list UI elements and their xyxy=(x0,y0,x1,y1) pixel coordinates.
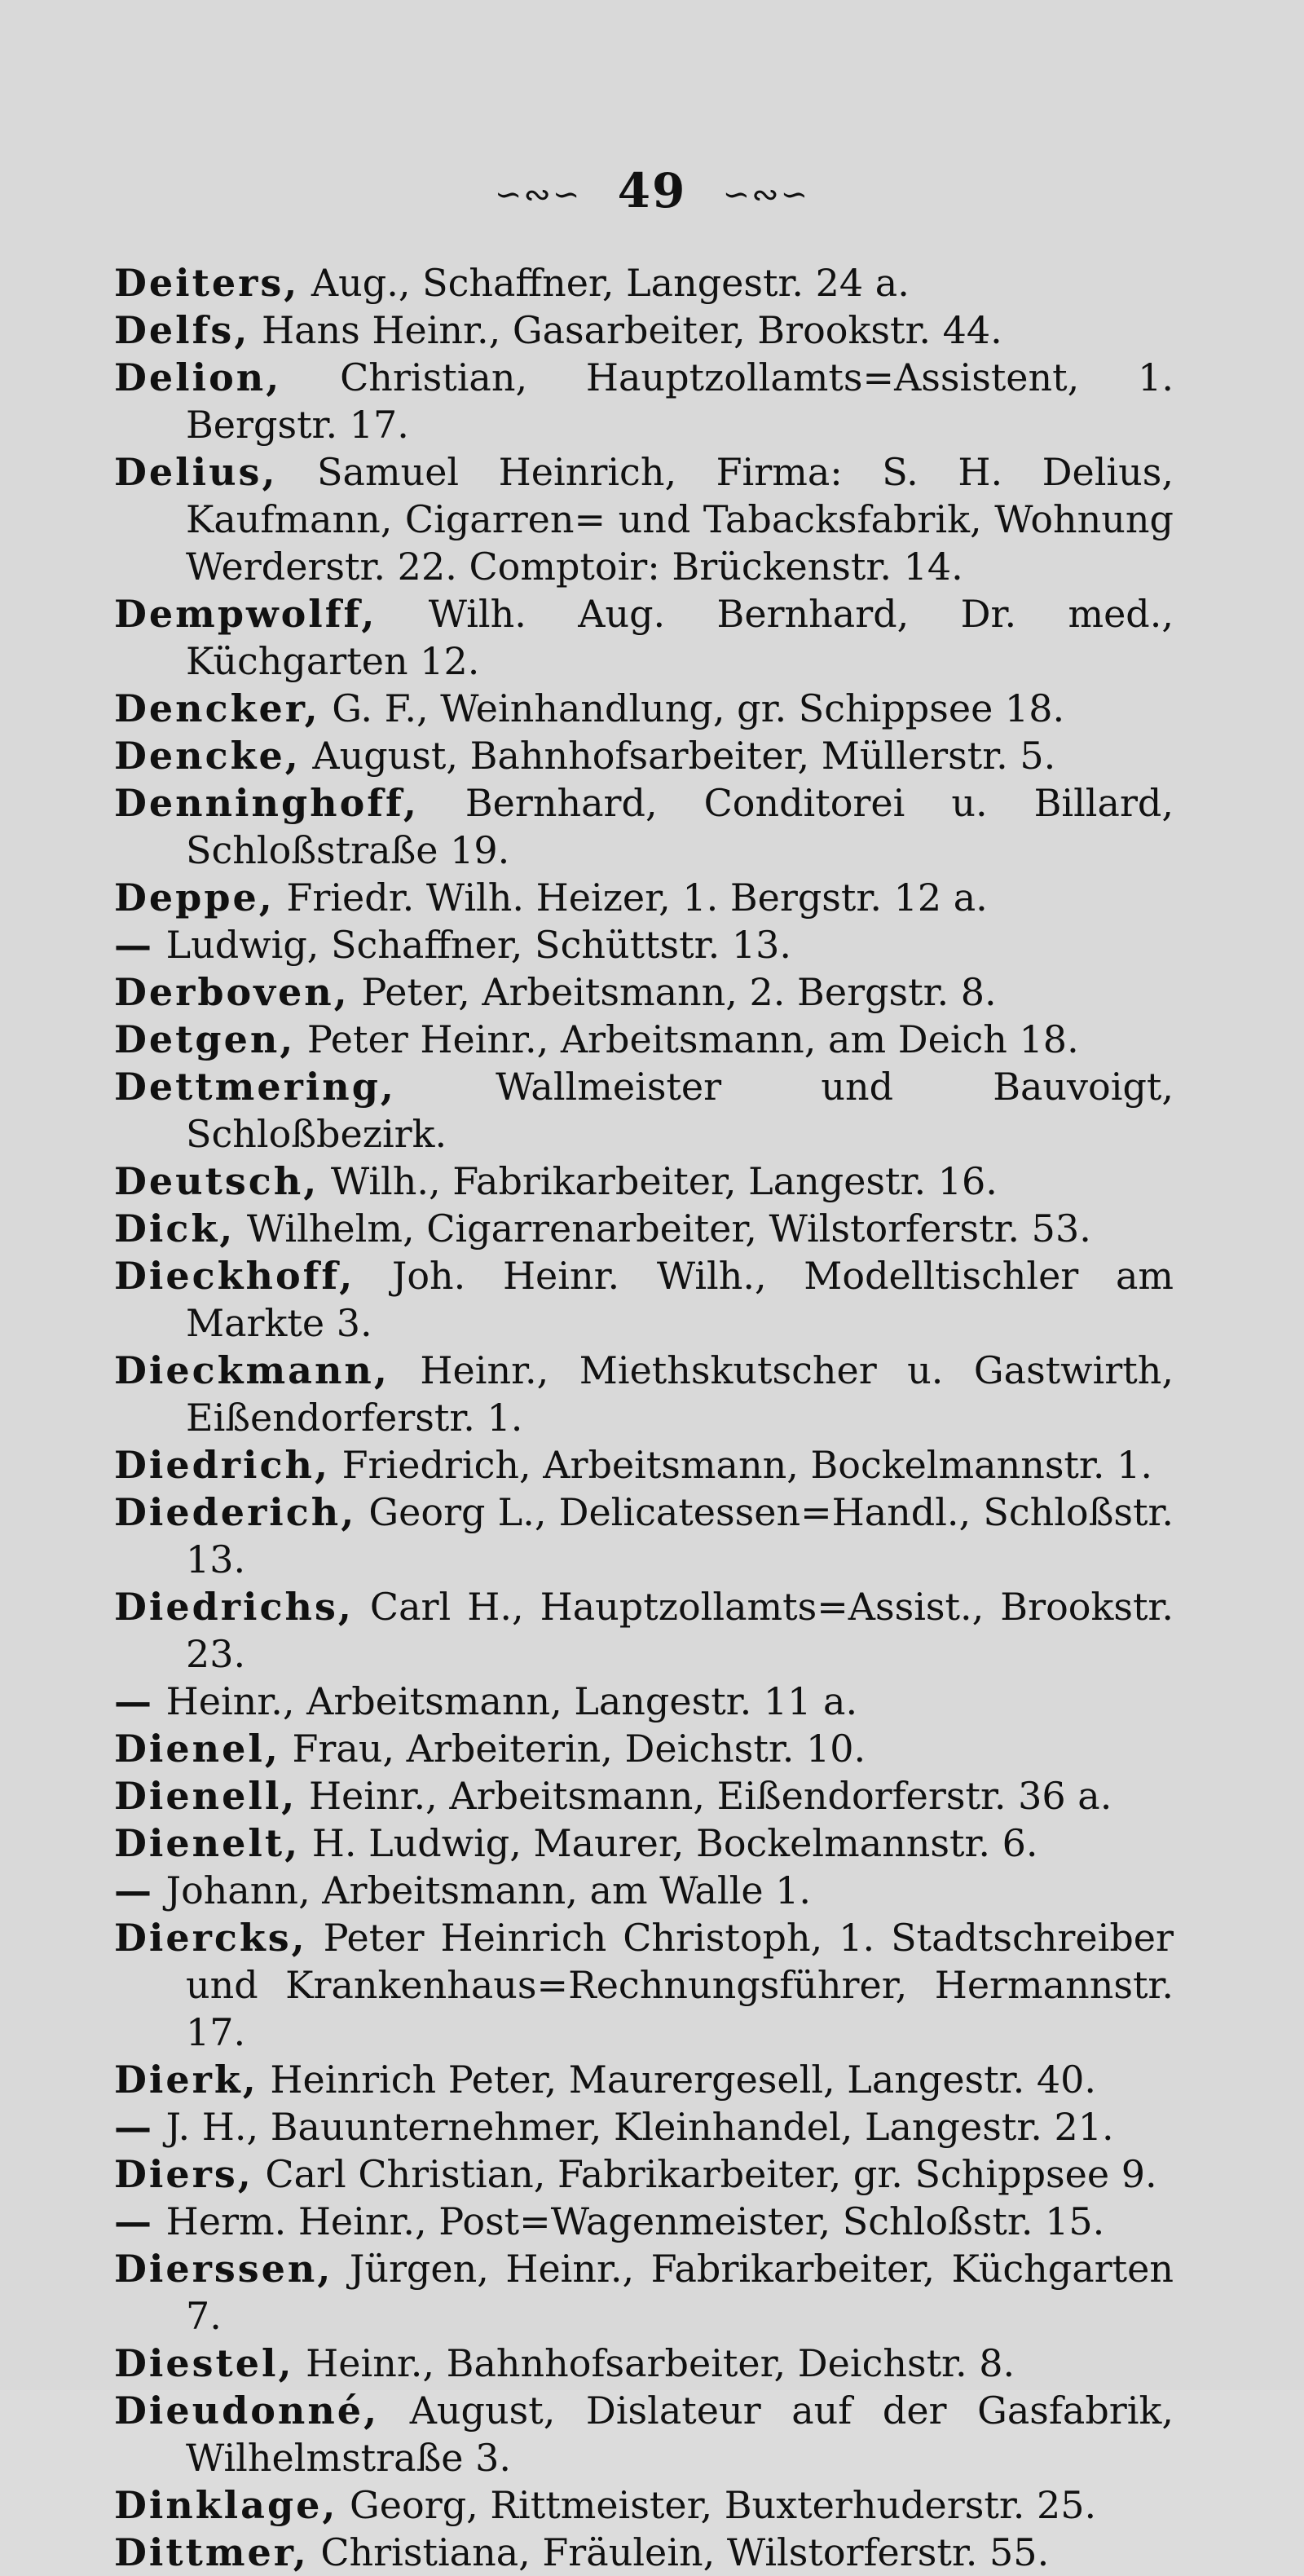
entry-name: Dettmering, xyxy=(114,1065,396,1109)
entry-details: Peter Heinrich Christoph, 1. Stadtschreiber und Krankenhaus=Rechnungsführer, Hermannstr. 17. xyxy=(186,1916,1174,2054)
directory-entry xyxy=(114,2529,1174,2576)
directory-entry xyxy=(114,779,1174,874)
entry-name: Dienel, xyxy=(114,1727,280,1771)
entry-name: Diers, xyxy=(114,2152,253,2196)
directory-entry xyxy=(114,1158,1174,1205)
entry-name: Denninghoff, xyxy=(114,781,419,825)
entry-details: Carl H., Hauptzollamts=Assist., Brookstr. 23. xyxy=(186,1585,1174,1676)
entry-name: — xyxy=(114,2199,154,2243)
directory-entry xyxy=(114,921,1174,968)
entry-details: Heinr., Bahnhofsarbeiter, Deichstr. 8. xyxy=(306,2341,1015,2385)
directory-entry xyxy=(114,2056,1174,2103)
directory-entry xyxy=(114,732,1174,779)
directory-entry xyxy=(114,1678,1174,1725)
page-header xyxy=(0,163,1304,218)
directory-entry xyxy=(114,2103,1174,2150)
directory-entry xyxy=(114,2198,1174,2245)
directory-entry xyxy=(114,590,1174,685)
directory-entry xyxy=(114,1252,1174,1347)
entry-details: Friedrich, Arbeitsmann, Bockelmannstr. 1. xyxy=(341,1443,1152,1487)
directory-entry xyxy=(114,1016,1174,1063)
directory-entry xyxy=(114,2150,1174,2198)
directory-entry xyxy=(114,1205,1174,1252)
entry-name: — xyxy=(114,1868,154,1912)
entry-details: Georg L., Delicatessen=Handl., Schloßstr. 13. xyxy=(186,1490,1174,1581)
entry-name: Dienell, xyxy=(114,1774,297,1818)
entry-details: Johann, Arbeitsmann, am Walle 1. xyxy=(165,1868,812,1912)
entry-name: Delfs, xyxy=(114,308,250,352)
entry-details: Herm. Heinr., Post=Wagenmeister, Schloßstr. 15. xyxy=(165,2199,1105,2243)
ornament-right: ∽∾∽ xyxy=(722,176,810,214)
directory-entry xyxy=(114,1583,1174,1678)
entry-details: Christiana, Fräulein, Wilstorferstr. 55. xyxy=(320,2530,1050,2574)
entry-details: Georg, Rittmeister, Buxterhuderstr. 25. xyxy=(350,2483,1097,2527)
directory-entry xyxy=(114,307,1174,354)
directory-entry xyxy=(114,2340,1174,2387)
entry-name: Delius, xyxy=(114,450,278,494)
directory-entry xyxy=(114,1820,1174,1867)
directory-entry xyxy=(114,259,1174,307)
directory-entries xyxy=(114,259,1174,2576)
entry-details: Peter, Arbeitsmann, 2. Bergstr. 8. xyxy=(361,970,997,1014)
entry-details: Heinr., Arbeitsmann, Eißendorferstr. 36 a. xyxy=(308,1774,1112,1818)
directory-entry xyxy=(114,1063,1174,1158)
directory-entry xyxy=(114,2245,1174,2340)
directory-entry xyxy=(114,1347,1174,1441)
entry-details: Heinr., Arbeitsmann, Langestr. 11 a. xyxy=(165,1679,858,1723)
entry-details: Samuel Heinrich, Firma: S. H. Delius, Kaufmann, Cigarren= und Tabacksfabrik, Wohnung Werderstr. 22. Comptoir: Brückenstr. 14. xyxy=(186,450,1174,589)
directory-entry xyxy=(114,685,1174,732)
entry-name: — xyxy=(114,2105,154,2149)
entry-name: Dittmer, xyxy=(114,2530,309,2574)
entry-name: Diederich, xyxy=(114,1490,357,1534)
entry-name: Dieckhoff, xyxy=(114,1254,355,1298)
entry-details: Heinrich Peter, Maurergesell, Langestr. 40. xyxy=(270,2058,1096,2102)
entry-name: Dencke, xyxy=(114,734,301,778)
entry-name: Derboven, xyxy=(114,970,350,1014)
entry-details: Jürgen, Heinr., Fabrikarbeiter, Küchgarten 7. xyxy=(186,2247,1174,2338)
directory-entry xyxy=(114,874,1174,921)
entry-name: Dinklage, xyxy=(114,2483,338,2527)
directory-entry xyxy=(114,1725,1174,1772)
entry-details: August, Dislateur auf der Gasfabrik, Wilhelmstraße 3. xyxy=(186,2389,1174,2480)
entry-details: Frau, Arbeiterin, Deichstr. 10. xyxy=(292,1727,866,1771)
entry-details: G. F., Weinhandlung, gr. Schippsee 18. xyxy=(332,686,1065,730)
entry-name: Dencker, xyxy=(114,686,320,730)
entry-name: — xyxy=(114,923,154,967)
entry-details: August, Bahnhofsarbeiter, Müllerstr. 5. xyxy=(312,734,1056,778)
entry-details: Ludwig, Schaffner, Schüttstr. 13. xyxy=(165,923,791,967)
entry-details: Joh. Heinr. Wilh., Modelltischler am Markte 3. xyxy=(186,1254,1174,1345)
directory-entry xyxy=(114,968,1174,1016)
entry-name: Diercks, xyxy=(114,1916,307,1960)
entry-name: Dempwolff, xyxy=(114,592,377,636)
directory-entry xyxy=(114,354,1174,448)
directory-entry xyxy=(114,2481,1174,2529)
directory-entry xyxy=(114,1867,1174,1914)
entry-name: Deiters, xyxy=(114,261,300,305)
entry-details: Peter Heinr., Arbeitsmann, am Deich 18. xyxy=(306,1017,1079,1061)
entry-name: Dierssen, xyxy=(114,2247,333,2291)
entry-name: Diedrich, xyxy=(114,1443,330,1487)
entry-details: Christian, Hauptzollamts=Assistent, 1. Bergstr. 17. xyxy=(186,355,1174,447)
entry-details: Wilh. Aug. Bernhard, Dr. med., Küchgarten 12. xyxy=(186,592,1174,683)
entry-name: Deppe, xyxy=(114,876,275,920)
entry-name: Dienelt, xyxy=(114,1821,301,1865)
entry-name: Diedrichs, xyxy=(114,1585,354,1629)
entry-details: Friedr. Wilh. Heizer, 1. Bergstr. 12 a. xyxy=(286,876,988,920)
entry-details: H. Ludwig, Maurer, Bockelmannstr. 6. xyxy=(311,1821,1038,1865)
directory-entry xyxy=(114,1914,1174,2056)
entry-name: Dierk, xyxy=(114,2058,258,2102)
entry-name: Deutsch, xyxy=(114,1159,319,1203)
entry-name: Dieudonné, xyxy=(114,2389,380,2433)
entry-name: Dick, xyxy=(114,1206,236,1251)
directory-entry xyxy=(114,1489,1174,1583)
page-number: 49 xyxy=(617,163,687,218)
entry-details: Carl Christian, Fabrikarbeiter, gr. Schippsee 9. xyxy=(265,2152,1157,2196)
entry-details: Wilhelm, Cigarrenarbeiter, Wilstorferstr. 53. xyxy=(246,1206,1091,1251)
entry-name: Diestel, xyxy=(114,2341,294,2385)
entry-details: Heinr., Miethskutscher u. Gastwirth, Eißendorferstr. 1. xyxy=(186,1348,1174,1440)
entry-details: J. H., Bauunternehmer, Kleinhandel, Langestr. 21. xyxy=(165,2105,1114,2149)
entry-name: Dieckmann, xyxy=(114,1348,390,1392)
directory-entry xyxy=(114,1772,1174,1820)
directory-entry xyxy=(114,1441,1174,1489)
entry-details: Aug., Schaffner, Langestr. 24 a. xyxy=(311,261,910,305)
directory-entry xyxy=(114,448,1174,590)
entry-details: Hans Heinr., Gasarbeiter, Brookstr. 44. xyxy=(261,308,1002,352)
entry-details: Wilh., Fabrikarbeiter, Langestr. 16. xyxy=(330,1159,998,1203)
entry-name: — xyxy=(114,1679,154,1723)
ornament-left: ∽∾∽ xyxy=(494,176,582,214)
entry-name: Delion, xyxy=(114,355,282,399)
directory-entry xyxy=(114,2387,1174,2481)
entry-details: Bernhard, Conditorei u. Billard, Schloßstraße 19. xyxy=(186,781,1174,872)
entry-name: Detgen, xyxy=(114,1017,296,1061)
entry-details: Wallmeister und Bauvoigt, Schloßbezirk. xyxy=(186,1065,1174,1156)
